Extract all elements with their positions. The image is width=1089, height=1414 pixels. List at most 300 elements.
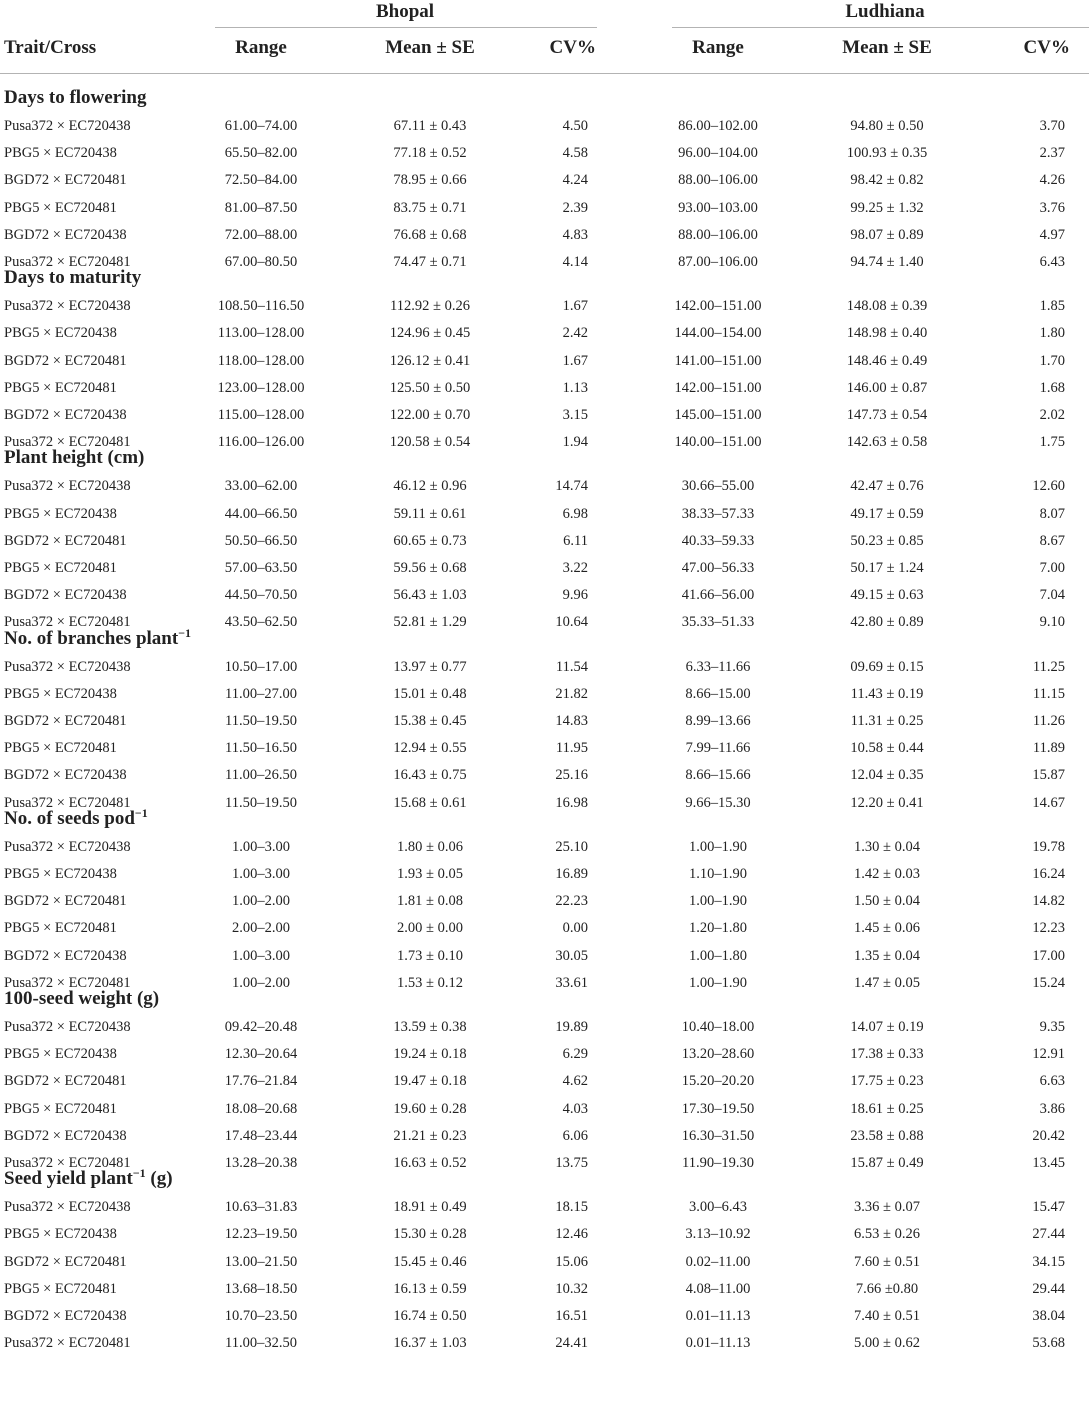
bhopal-cv: 1.13 bbox=[562, 380, 588, 396]
bhopal-cv: 2.42 bbox=[562, 325, 588, 341]
bhopal-range: 12.30–20.64 bbox=[224, 1046, 298, 1062]
ludhiana-mean-se: 15.87 ± 0.49 bbox=[850, 1155, 924, 1171]
cross-name: BGD72 × EC720438 bbox=[4, 948, 127, 964]
ludhiana-cv: 15.87 bbox=[1032, 767, 1065, 783]
ludhiana-cv: 4.26 bbox=[1039, 172, 1065, 188]
ludhiana-cv: 11.25 bbox=[1032, 659, 1065, 675]
bhopal-cv: 21.82 bbox=[555, 686, 588, 702]
ludhiana-mean-se: 98.42 ± 0.82 bbox=[850, 172, 924, 188]
bhopal-cv: 15.06 bbox=[555, 1254, 588, 1270]
ludhiana-cv: 11.26 bbox=[1032, 713, 1065, 729]
bhopal-range: 67.00–80.50 bbox=[224, 254, 298, 270]
cross-name: PBG5 × EC720481 bbox=[4, 1281, 117, 1297]
ludhiana-cv: 1.70 bbox=[1039, 353, 1065, 369]
ludhiana-mean-se: 7.60 ± 0.51 bbox=[854, 1254, 920, 1270]
bhopal-mean-se: 126.12 ± 0.41 bbox=[389, 353, 471, 369]
bhopal-mean-se: 13.59 ± 0.38 bbox=[393, 1019, 467, 1035]
ludhiana-mean-se: 23.58 ± 0.88 bbox=[850, 1128, 924, 1144]
ludhiana-cv: 14.82 bbox=[1032, 893, 1065, 909]
bhopal-range: 113.00–128.00 bbox=[217, 325, 305, 341]
ludhiana-range: 142.00–151.00 bbox=[674, 380, 762, 396]
bhopal-mean-se: 19.47 ± 0.18 bbox=[393, 1073, 467, 1089]
ludhiana-mean-se: 18.61 ± 0.25 bbox=[850, 1101, 924, 1117]
ludhiana-cv: 38.04 bbox=[1032, 1308, 1065, 1324]
trait-name: Days to maturity bbox=[4, 267, 142, 289]
cross-name: Pusa372 × EC720438 bbox=[4, 478, 131, 494]
ludhiana-mean-se: 42.47 ± 0.76 bbox=[850, 478, 924, 494]
bhopal-range: 17.48–23.44 bbox=[224, 1128, 298, 1144]
ludhiana-range: 142.00–151.00 bbox=[674, 298, 762, 314]
trait-name: Days to flowering bbox=[4, 87, 147, 108]
ludhiana-cv: 53.68 bbox=[1032, 1335, 1065, 1351]
bhopal-range: 13.28–20.38 bbox=[224, 1155, 298, 1171]
bhopal-cv: 4.03 bbox=[562, 1101, 588, 1117]
bhopal-mean-se: 15.38 ± 0.45 bbox=[393, 713, 467, 729]
ludhiana-cv: 1.80 bbox=[1039, 325, 1065, 341]
ludhiana-range: 140.00–151.00 bbox=[674, 434, 762, 450]
ludhiana-underline bbox=[672, 27, 1089, 28]
bhopal-range: 09.42–20.48 bbox=[224, 1019, 298, 1035]
ludhiana-mean-se: 49.17 ± 0.59 bbox=[850, 506, 924, 522]
trait-name: 100-seed weight (g) bbox=[4, 988, 160, 1009]
cross-name: Pusa372 × EC720481 bbox=[4, 434, 131, 450]
ludhiana-range: 10.40–18.00 bbox=[681, 1019, 755, 1035]
bhopal-cv: 4.14 bbox=[562, 254, 588, 270]
bhopal-range: 11.00–27.00 bbox=[225, 686, 297, 702]
ludhiana-range: 47.00–56.33 bbox=[681, 560, 755, 576]
ludhiana-cv: 27.44 bbox=[1032, 1226, 1065, 1242]
cross-name: BGD72 × EC720438 bbox=[4, 407, 127, 423]
ludhiana-range: 8.66–15.66 bbox=[685, 767, 751, 783]
cross-name: PBG5 × EC720481 bbox=[4, 200, 117, 216]
bhopal-range: 10.50–17.00 bbox=[224, 659, 298, 675]
bhopal-mean-se: 19.24 ± 0.18 bbox=[393, 1046, 467, 1062]
bhopal-mean-se: 60.65 ± 0.73 bbox=[393, 533, 467, 549]
ludhiana-mean-se: 94.74 ± 1.40 bbox=[850, 254, 924, 270]
ludhiana-mean-se: 09.69 ± 0.15 bbox=[850, 659, 924, 675]
bhopal-mean-se: 13.97 ± 0.77 bbox=[393, 659, 467, 675]
ludhiana-mean-se: 3.36 ± 0.07 bbox=[854, 1199, 920, 1215]
ludhiana-mean-se: 12.04 ± 0.35 bbox=[850, 767, 924, 783]
bhopal-range: 116.00–126.00 bbox=[217, 434, 305, 450]
bhopal-cv: 19.89 bbox=[555, 1019, 588, 1035]
bhopal-mean-se: 19.60 ± 0.28 bbox=[393, 1101, 467, 1117]
bhopal-mean-se: 18.91 ± 0.49 bbox=[393, 1199, 467, 1215]
bhopal-range: 118.00–128.00 bbox=[217, 353, 305, 369]
ludhiana-range: 13.20–28.60 bbox=[681, 1046, 755, 1062]
bhopal-cv: 6.98 bbox=[562, 506, 588, 522]
bhopal-cv: 1.94 bbox=[562, 434, 588, 450]
ludhiana-mean-se: 148.46 ± 0.49 bbox=[846, 353, 928, 369]
bhopal-range: 43.50–62.50 bbox=[224, 614, 298, 630]
bhopal-mean-se: 56.43 ± 1.03 bbox=[393, 587, 467, 603]
bhopal-mean-se: 59.11 ± 0.61 bbox=[393, 506, 467, 522]
ludhiana-mean-se: 49.15 ± 0.63 bbox=[850, 587, 924, 603]
bhopal-cv: 3.15 bbox=[562, 407, 588, 423]
trait-cross-header: Trait/Cross bbox=[4, 37, 97, 58]
bhopal-cv: 3.22 bbox=[562, 560, 588, 576]
ludhiana-cv: 2.02 bbox=[1039, 407, 1065, 423]
bhopal-cv: 6.06 bbox=[562, 1128, 588, 1144]
ludhiana-mean-se: 98.07 ± 0.89 bbox=[850, 227, 924, 243]
ludhiana-mean-se: 17.38 ± 0.33 bbox=[850, 1046, 924, 1062]
ludhiana-mean-se: 100.93 ± 0.35 bbox=[846, 145, 928, 161]
cross-name: Pusa372 × EC720481 bbox=[4, 614, 131, 630]
cross-name: PBG5 × EC720481 bbox=[4, 740, 117, 756]
cross-name: PBG5 × EC720438 bbox=[4, 1226, 117, 1242]
ludhiana-range: 35.33–51.33 bbox=[681, 614, 755, 630]
bhopal-mean-se: 15.68 ± 0.61 bbox=[393, 795, 467, 811]
ludhiana-cv: 11.15 bbox=[1032, 686, 1065, 702]
ludhiana-mean-se: 14.07 ± 0.19 bbox=[850, 1019, 924, 1035]
bhopal-range: 11.00–26.50 bbox=[225, 767, 297, 783]
ludhiana-mean-se: 17.75 ± 0.23 bbox=[850, 1073, 924, 1089]
bhopal-mean-se: 1.93 ± 0.05 bbox=[397, 866, 463, 882]
bhopal-cv: 4.24 bbox=[562, 172, 588, 188]
bhopal-cv: 22.23 bbox=[555, 893, 588, 909]
bhopal-mean-se: 76.68 ± 0.68 bbox=[393, 227, 467, 243]
bhopal-range: 18.08–20.68 bbox=[224, 1101, 298, 1117]
bhopal-mean-se: 15.01 ± 0.48 bbox=[393, 686, 467, 702]
ludhiana-cv: 17.00 bbox=[1032, 948, 1065, 964]
ludhiana-cv: 3.86 bbox=[1039, 1101, 1065, 1117]
ludhiana-mean-se: 1.45 ± 0.06 bbox=[854, 920, 920, 936]
cross-name: PBG5 × EC720438 bbox=[4, 686, 117, 702]
bhopal-cv: 0.00 bbox=[562, 920, 588, 936]
bhopal-mean-se: 16.74 ± 0.50 bbox=[393, 1308, 467, 1324]
bhopal-range: 10.70–23.50 bbox=[224, 1308, 298, 1324]
ludhiana-cv: 13.45 bbox=[1032, 1155, 1065, 1171]
bhopal-range: 61.00–74.00 bbox=[224, 118, 298, 134]
ludhiana-range: 9.66–15.30 bbox=[685, 795, 751, 811]
bhopal-range: 81.00–87.50 bbox=[224, 200, 298, 216]
cross-name: PBG5 × EC720438 bbox=[4, 325, 117, 341]
bhopal-range: 17.76–21.84 bbox=[224, 1073, 298, 1089]
ludhiana-cv: 8.67 bbox=[1039, 533, 1065, 549]
bhopal-cv: 1.67 bbox=[562, 298, 588, 314]
bhopal-range: 115.00–128.00 bbox=[217, 407, 305, 423]
header-rule bbox=[0, 73, 1089, 74]
bhopal-cv-header: CV% bbox=[549, 37, 596, 58]
bhopal-mean-se: 125.50 ± 0.50 bbox=[389, 380, 471, 396]
ludhiana-mean-se: 5.00 ± 0.62 bbox=[854, 1335, 920, 1351]
bhopal-mean-se: 112.92 ± 0.26 bbox=[390, 298, 470, 314]
ludhiana-cv: 3.76 bbox=[1039, 200, 1065, 216]
ludhiana-mean-se: 94.80 ± 0.50 bbox=[850, 118, 924, 134]
bhopal-cv: 4.83 bbox=[562, 227, 588, 243]
bhopal-cv: 33.61 bbox=[555, 975, 588, 991]
bhopal-mean-se: 77.18 ± 0.52 bbox=[393, 145, 467, 161]
bhopal-cv: 10.32 bbox=[555, 1281, 588, 1297]
cross-name: BGD72 × EC720481 bbox=[4, 1254, 127, 1270]
ludhiana-range: 141.00–151.00 bbox=[674, 353, 762, 369]
ludhiana-mean-se: 42.80 ± 0.89 bbox=[850, 614, 924, 630]
trait-heading bbox=[4, 625, 192, 649]
ludhiana-mean-se: 1.50 ± 0.04 bbox=[854, 893, 920, 909]
ludhiana-mean-se: 148.98 ± 0.40 bbox=[846, 325, 928, 341]
bhopal-mean-se: 46.12 ± 0.96 bbox=[393, 478, 467, 494]
bhopal-range: 11.00–32.50 bbox=[225, 1335, 297, 1351]
bhopal-cv: 11.54 bbox=[555, 659, 588, 675]
ludhiana-cv: 14.67 bbox=[1032, 795, 1065, 811]
ludhiana-cv: 34.15 bbox=[1032, 1254, 1065, 1270]
bhopal-cv: 11.95 bbox=[555, 740, 588, 756]
ludhiana-mean-se: 7.40 ± 0.51 bbox=[854, 1308, 920, 1324]
ludhiana-range: 145.00–151.00 bbox=[674, 407, 762, 423]
bhopal-mean-se: 74.47 ± 0.71 bbox=[393, 254, 467, 270]
ludhiana-range: 16.30–31.50 bbox=[681, 1128, 755, 1144]
bhopal-mean-se: 120.58 ± 0.54 bbox=[389, 434, 471, 450]
bhopal-mean-se: 1.80 ± 0.06 bbox=[397, 839, 463, 855]
ludhiana-range: 8.66–15.00 bbox=[685, 686, 751, 702]
ludhiana-range: 0.01–11.13 bbox=[685, 1308, 751, 1324]
ludhiana-range: 41.66–56.00 bbox=[681, 587, 755, 603]
trait-unit-exponent: −1 bbox=[132, 1166, 146, 1181]
bhopal-cv: 16.89 bbox=[555, 866, 588, 882]
bhopal-cv: 24.41 bbox=[555, 1335, 588, 1351]
ludhiana-mean-se: 1.47 ± 0.05 bbox=[854, 975, 920, 991]
bhopal-mean-se: 78.95 ± 0.66 bbox=[393, 172, 467, 188]
ludhiana-range: 0.02–11.00 bbox=[685, 1254, 751, 1270]
ludhiana-range: 15.20–20.20 bbox=[681, 1073, 755, 1089]
trait-heading bbox=[4, 1166, 173, 1190]
cross-name: Pusa372 × EC720481 bbox=[4, 975, 131, 991]
ludhiana-range: 6.33–11.66 bbox=[685, 659, 751, 675]
bhopal-range: 72.50–84.00 bbox=[224, 172, 298, 188]
ludhiana-range: 11.90–19.30 bbox=[682, 1155, 754, 1171]
ludhiana-range: 86.00–102.00 bbox=[678, 118, 758, 134]
trait-unit-suffix: (g) bbox=[145, 1168, 173, 1190]
bhopal-cv: 30.05 bbox=[555, 948, 588, 964]
ludhiana-range: 17.30–19.50 bbox=[681, 1101, 755, 1117]
ludhiana-cv: 6.43 bbox=[1039, 254, 1065, 270]
bhopal-range: 1.00–2.00 bbox=[232, 975, 290, 991]
ludhiana-cv: 8.07 bbox=[1039, 506, 1065, 522]
bhopal-mean-se: 83.75 ± 0.71 bbox=[393, 200, 467, 216]
cross-name: PBG5 × EC720438 bbox=[4, 145, 117, 161]
bhopal-mean-se: 67.11 ± 0.43 bbox=[393, 118, 467, 134]
cross-name: BGD72 × EC720481 bbox=[4, 353, 127, 369]
ludhiana-range: 88.00–106.00 bbox=[678, 227, 758, 243]
cross-name: BGD72 × EC720481 bbox=[4, 172, 127, 188]
bhopal-range: 1.00–3.00 bbox=[232, 839, 290, 855]
bhopal-cv: 6.11 bbox=[563, 533, 588, 549]
bhopal-mean-se: 16.37 ± 1.03 bbox=[393, 1335, 467, 1351]
bhopal-range: 57.00–63.50 bbox=[224, 560, 298, 576]
ludhiana-cv: 4.97 bbox=[1039, 227, 1065, 243]
ludhiana-range: 1.00–1.90 bbox=[689, 839, 747, 855]
cross-name: Pusa372 × EC720481 bbox=[4, 1155, 131, 1171]
trait-unit-exponent: −1 bbox=[134, 805, 148, 820]
ludhiana-cv: 15.24 bbox=[1032, 975, 1065, 991]
cross-name: BGD72 × EC720481 bbox=[4, 893, 127, 909]
location-ludhiana: Ludhiana bbox=[845, 1, 925, 22]
ludhiana-range: 1.10–1.90 bbox=[689, 866, 747, 882]
ludhiana-range: 1.00–1.90 bbox=[689, 893, 747, 909]
bhopal-range: 123.00–128.00 bbox=[217, 380, 305, 396]
ludhiana-mean-se: 50.17 ± 1.24 bbox=[850, 560, 924, 576]
bhopal-mean-se: 122.00 ± 0.70 bbox=[389, 407, 471, 423]
ludhiana-range: 7.99–11.66 bbox=[685, 740, 751, 756]
ludhiana-mean-se: 1.35 ± 0.04 bbox=[854, 948, 920, 964]
cross-name: BGD72 × EC720481 bbox=[4, 1073, 127, 1089]
ludhiana-cv: 2.37 bbox=[1039, 145, 1065, 161]
bhopal-range: 65.50–82.00 bbox=[224, 145, 298, 161]
ludhiana-mean-se: 50.23 ± 0.85 bbox=[850, 533, 924, 549]
bhopal-mean-se: 1.73 ± 0.10 bbox=[397, 948, 463, 964]
bhopal-range: 72.00–88.00 bbox=[224, 227, 298, 243]
ludhiana-range: 93.00–103.00 bbox=[678, 200, 758, 216]
cross-name: Pusa372 × EC720438 bbox=[4, 1199, 131, 1215]
bhopal-mean-se: 15.45 ± 0.46 bbox=[393, 1254, 467, 1270]
bhopal-cv: 6.29 bbox=[562, 1046, 588, 1062]
ludhiana-mean-se: 6.53 ± 0.26 bbox=[854, 1226, 920, 1242]
ludhiana-mean-se: 7.66 ±0.80 bbox=[855, 1281, 919, 1297]
cross-name: PBG5 × EC720481 bbox=[4, 380, 117, 396]
cross-name: PBG5 × EC720481 bbox=[4, 920, 117, 936]
ludhiana-cv: 20.42 bbox=[1032, 1128, 1065, 1144]
ludhiana-range: 87.00–106.00 bbox=[678, 254, 758, 270]
cross-name: BGD72 × EC720481 bbox=[4, 713, 127, 729]
bhopal-range: 12.23–19.50 bbox=[224, 1226, 298, 1242]
bhopal-range: 1.00–3.00 bbox=[232, 866, 290, 882]
trait-name: No. of branches plant bbox=[4, 627, 179, 649]
trait-heading bbox=[4, 268, 141, 287]
ludhiana-range: 1.00–1.90 bbox=[689, 975, 747, 991]
bhopal-cv: 18.15 bbox=[555, 1199, 588, 1215]
ludhiana-range: 1.00–1.80 bbox=[689, 948, 747, 964]
cross-name: BGD72 × EC720481 bbox=[4, 533, 127, 549]
cross-name: Pusa372 × EC720481 bbox=[4, 1335, 131, 1351]
ludhiana-cv: 19.78 bbox=[1032, 839, 1065, 855]
bhopal-mean-se: 52.81 ± 1.29 bbox=[393, 614, 467, 630]
ludhiana-range: 30.66–55.00 bbox=[681, 478, 755, 494]
bhopal-range: 10.63–31.83 bbox=[224, 1199, 298, 1215]
ludhiana-range: 0.01–11.13 bbox=[685, 1335, 751, 1351]
ludhiana-range: 3.13–10.92 bbox=[685, 1226, 751, 1242]
bhopal-range: 2.00–2.00 bbox=[232, 920, 290, 936]
ludhiana-cv: 12.23 bbox=[1032, 920, 1065, 936]
bhopal-cv: 4.58 bbox=[562, 145, 588, 161]
cross-name: Pusa372 × EC720438 bbox=[4, 839, 131, 855]
bhopal-range: 11.50–19.50 bbox=[225, 795, 297, 811]
ludhiana-cv: 11.89 bbox=[1032, 740, 1065, 756]
trait-heading bbox=[4, 989, 159, 1008]
ludhiana-mean-se: 11.31 ± 0.25 bbox=[850, 713, 924, 729]
ludhiana-cv: 12.91 bbox=[1032, 1046, 1065, 1062]
bhopal-mean-se: 2.00 ± 0.00 bbox=[397, 920, 463, 936]
cross-name: PBG5 × EC720438 bbox=[4, 506, 117, 522]
ludhiana-cv-header: CV% bbox=[1023, 37, 1070, 58]
bhopal-mean-se: 1.81 ± 0.08 bbox=[397, 893, 463, 909]
cross-name: Pusa372 × EC720481 bbox=[4, 254, 131, 270]
bhopal-range-header: Range bbox=[235, 37, 287, 58]
ludhiana-mean-header: Mean ± SE bbox=[842, 37, 932, 58]
bhopal-mean-se: 16.13 ± 0.59 bbox=[393, 1281, 467, 1297]
ludhiana-cv: 6.63 bbox=[1039, 1073, 1065, 1089]
trait-name: Seed yield plant bbox=[4, 1168, 133, 1190]
cross-name: Pusa372 × EC720438 bbox=[4, 298, 131, 314]
bhopal-cv: 2.39 bbox=[562, 200, 588, 216]
bhopal-mean-se: 16.63 ± 0.52 bbox=[393, 1155, 467, 1171]
cross-name: PBG5 × EC720481 bbox=[4, 1101, 117, 1117]
cross-name: Pusa372 × EC720438 bbox=[4, 1019, 131, 1035]
ludhiana-range: 88.00–106.00 bbox=[678, 172, 758, 188]
ludhiana-range: 4.08–11.00 bbox=[685, 1281, 751, 1297]
ludhiana-range: 38.33–57.33 bbox=[681, 506, 755, 522]
bhopal-mean-se: 21.21 ± 0.23 bbox=[393, 1128, 467, 1144]
ludhiana-range: 8.99–13.66 bbox=[685, 713, 751, 729]
bhopal-cv: 25.10 bbox=[555, 839, 588, 855]
bhopal-range: 50.50–66.50 bbox=[224, 533, 298, 549]
cross-name: BGD72 × EC720438 bbox=[4, 767, 127, 783]
ludhiana-range: 40.33–59.33 bbox=[681, 533, 755, 549]
ludhiana-range: 96.00–104.00 bbox=[678, 145, 758, 161]
cross-name: BGD72 × EC720438 bbox=[4, 1308, 127, 1324]
trait-heading bbox=[4, 88, 146, 107]
cross-name: BGD72 × EC720438 bbox=[4, 1128, 127, 1144]
ludhiana-cv: 15.47 bbox=[1032, 1199, 1065, 1215]
bhopal-cv: 10.64 bbox=[555, 614, 588, 630]
bhopal-cv: 9.96 bbox=[562, 587, 588, 603]
ludhiana-mean-se: 11.43 ± 0.19 bbox=[850, 686, 924, 702]
ludhiana-cv: 1.75 bbox=[1039, 434, 1065, 450]
ludhiana-cv: 9.35 bbox=[1039, 1019, 1065, 1035]
bhopal-cv: 16.51 bbox=[555, 1308, 588, 1324]
bhopal-mean-se: 15.30 ± 0.28 bbox=[393, 1226, 467, 1242]
ludhiana-mean-se: 147.73 ± 0.54 bbox=[846, 407, 928, 423]
ludhiana-mean-se: 1.30 ± 0.04 bbox=[854, 839, 920, 855]
cross-name: BGD72 × EC720438 bbox=[4, 587, 127, 603]
ludhiana-cv: 1.85 bbox=[1039, 298, 1065, 314]
bhopal-range: 11.50–16.50 bbox=[225, 740, 297, 756]
trait-name: Plant height (cm) bbox=[4, 447, 145, 469]
bhopal-range: 33.00–62.00 bbox=[224, 478, 298, 494]
bhopal-cv: 14.83 bbox=[555, 713, 588, 729]
bhopal-range: 13.00–21.50 bbox=[224, 1254, 298, 1270]
ludhiana-range: 1.20–1.80 bbox=[689, 920, 747, 936]
cross-name: BGD72 × EC720438 bbox=[4, 227, 127, 243]
bhopal-cv: 14.74 bbox=[555, 478, 588, 494]
bhopal-range: 44.50–70.50 bbox=[224, 587, 298, 603]
bhopal-range: 13.68–18.50 bbox=[224, 1281, 298, 1297]
bhopal-mean-header: Mean ± SE bbox=[385, 37, 475, 58]
bhopal-mean-se: 16.43 ± 0.75 bbox=[393, 767, 467, 783]
ludhiana-range: 3.00–6.43 bbox=[689, 1199, 747, 1215]
ludhiana-mean-se: 1.42 ± 0.03 bbox=[854, 866, 920, 882]
ludhiana-mean-se: 10.58 ± 0.44 bbox=[850, 740, 924, 756]
ludhiana-mean-se: 99.25 ± 1.32 bbox=[850, 200, 924, 216]
bhopal-range: 1.00–3.00 bbox=[232, 948, 290, 964]
ludhiana-range-header: Range bbox=[692, 37, 744, 58]
ludhiana-cv: 29.44 bbox=[1032, 1281, 1065, 1297]
ludhiana-cv: 9.10 bbox=[1039, 614, 1065, 630]
bhopal-cv: 12.46 bbox=[555, 1226, 588, 1242]
ludhiana-range: 144.00–154.00 bbox=[674, 325, 762, 341]
ludhiana-mean-se: 142.63 ± 0.58 bbox=[846, 434, 928, 450]
bhopal-mean-se: 1.53 ± 0.12 bbox=[397, 975, 463, 991]
trait-heading bbox=[4, 805, 148, 829]
bhopal-underline bbox=[215, 27, 597, 28]
cross-name: PBG5 × EC720481 bbox=[4, 560, 117, 576]
bhopal-cv: 13.75 bbox=[555, 1155, 588, 1171]
bhopal-cv: 4.62 bbox=[562, 1073, 588, 1089]
bhopal-mean-se: 59.56 ± 0.68 bbox=[393, 560, 467, 576]
ludhiana-mean-se: 146.00 ± 0.87 bbox=[846, 380, 928, 396]
bhopal-cv: 16.98 bbox=[555, 795, 588, 811]
cross-name: Pusa372 × EC720481 bbox=[4, 795, 131, 811]
bhopal-range: 44.00–66.50 bbox=[224, 506, 298, 522]
